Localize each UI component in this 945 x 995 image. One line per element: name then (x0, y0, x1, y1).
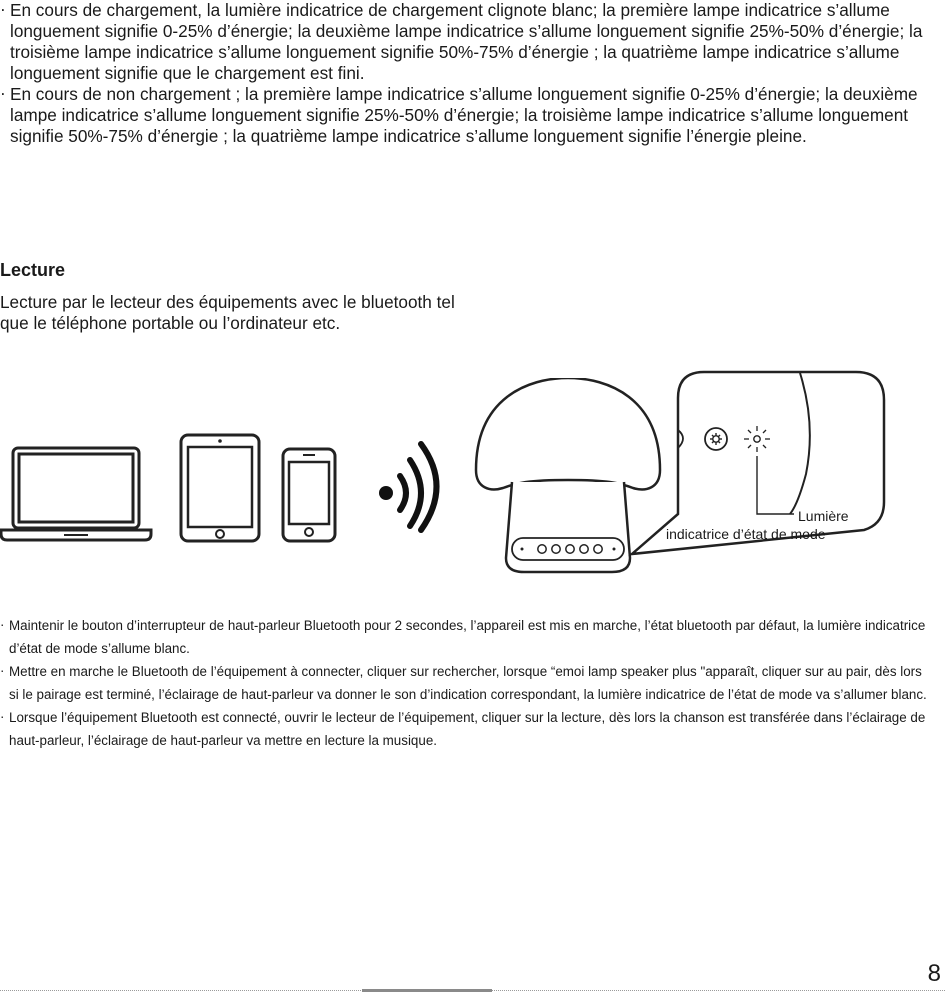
callout-label-line2: indicatrice d’état de mode (666, 526, 826, 542)
list-item: · En cours de non chargement ; la première lampe indicatrice s’allume longuement signifie 0-25% d’énergie; la deuxième lampe indicatrice s’allume longuement signifie 25%-50% d’énergie; la troisième lampe indicatrice s’allume longuement signifie 50%-75% d’énergie ; la quatrième lampe indicatrice s’allume longuement signifie l’énergie pleine. (0, 84, 935, 147)
list-item: · Mettre en marche le Bluetooth de l’équipement à connecter, cliquer sur rechercher, lorsque “emoi lamp speaker plus "apparaît, cliquer sur au pair, dès lors si le pairage est terminé, l’éclairage de haut-parleur va donner le son d’indication correspondant, la lumière indicatrice de l’état de mode va s’allumer blanc. (0, 660, 935, 706)
footer-marker (362, 989, 492, 992)
lecture-intro: Lecture par le lecteur des équipements avec le bluetooth tel que le téléphone portable ou l’ordinateur etc. (0, 292, 455, 333)
bluetooth-signal-icon (372, 438, 452, 534)
laptop-icon (0, 444, 160, 544)
charging-instructions-list (0, 0, 935, 147)
tablet-icon (178, 432, 264, 544)
page-number: 8 (927, 960, 941, 987)
list-item: · Lorsque l’équipement Bluetooth est connecté, ouvrir le lecteur de l’équipement, cliquer sur la lecture, dès lors la chanson est transférée dans l’éclairage de haut-parleur, l’éclairage de haut-parleur va mettre en lecture la musique. (0, 706, 935, 752)
pairing-instructions-list (0, 614, 935, 752)
callout-label-line1: Lumière (798, 508, 849, 524)
smartphone-icon (280, 446, 340, 544)
list-item: · En cours de chargement, la lumière indicatrice de chargement clignote blanc; la première lampe indicatrice s’allume longuement signifie 0-25% d’énergie; la deuxième lampe indicatrice s’allume longuement signifie 25%-50% d’énergie; la troisième lampe indicatrice s’allume longuement signifie 50%-75% d’énergie ; la quatrième lampe indicatrice s’allume longuement signifie que le chargement est fini. (0, 0, 935, 84)
section-title-lecture: Lecture (0, 260, 66, 280)
list-item: · Maintenir le bouton d’interrupteur de haut-parleur Bluetooth pour 2 secondes, l’appareil est mis en marche, l’état bluetooth par défaut, la lumière indicatrice d’état de mode s’allume blanc. (0, 614, 935, 660)
